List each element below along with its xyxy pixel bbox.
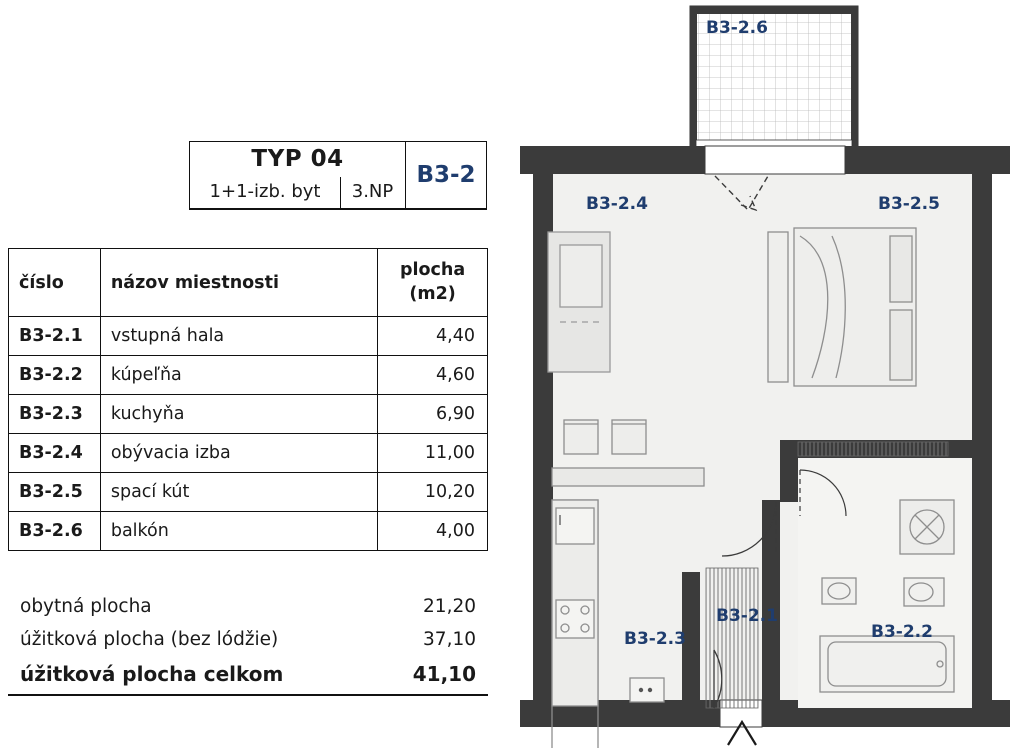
floor-plan [500, 0, 1029, 748]
room-area-table [8, 248, 488, 551]
summary-label: úžitková plocha (bez lódžie) [20, 629, 279, 650]
cell-name: balkón [100, 512, 377, 551]
summary-value: 37,10 [423, 629, 476, 650]
cell-number: B3-2.6 [9, 512, 101, 551]
summary-label: obytná plocha [20, 596, 152, 617]
table-row [9, 356, 488, 395]
cell-name: vstupná hala [100, 317, 377, 356]
plan-label-bathroom: B3-2.2 [871, 622, 933, 642]
column-header-number: číslo [9, 249, 101, 317]
type-header-box [189, 141, 487, 210]
column-header-area-line2: (m2) [409, 283, 456, 304]
column-header-name: názov miestnosti [100, 249, 377, 317]
summary-block [8, 590, 488, 696]
cell-number: B3-2.5 [9, 473, 101, 512]
plan-label-living: B3-2.4 [586, 194, 648, 214]
table-row [9, 434, 488, 473]
cell-name: obývacia izba [100, 434, 377, 473]
cell-number: B3-2.4 [9, 434, 101, 473]
cell-number: B3-2.3 [9, 395, 101, 434]
summary-label: úžitková plocha celkom [20, 662, 284, 686]
living-room-furniture [548, 232, 610, 372]
cell-area: 4,00 [378, 512, 488, 551]
type-title-cell [190, 142, 406, 208]
cell-area: 6,90 [378, 395, 488, 434]
plan-label-sleeping: B3-2.5 [878, 194, 940, 214]
table-header [9, 249, 488, 317]
cell-area: 11,00 [378, 434, 488, 473]
bathroom-fixtures [798, 442, 972, 708]
floor-plan-drawing [500, 0, 1029, 748]
summary-value: 21,20 [423, 596, 476, 617]
plan-label-balcony: B3-2.6 [706, 18, 768, 38]
cell-name: spací kút [100, 473, 377, 512]
cell-area: 4,40 [378, 317, 488, 356]
floor-label: 3.NP [351, 181, 394, 202]
info-panel [0, 0, 500, 748]
plan-label-kitchen: B3-2.3 [624, 629, 686, 649]
plan-label-hall: B3-2.1 [716, 606, 778, 626]
unit-code: B3-2 [416, 162, 476, 188]
summary-row-living-area [8, 590, 488, 623]
cell-area: 4,60 [378, 356, 488, 395]
unit-code-cell [406, 142, 486, 208]
table-header-row [9, 249, 488, 317]
rooms-label: 1+1-izb. byt [190, 177, 341, 208]
cell-area: 10,20 [378, 473, 488, 512]
table-row [9, 317, 488, 356]
column-header-area [378, 249, 488, 317]
cell-name: kúpeľňa [100, 356, 377, 395]
summary-row-usable-area [8, 623, 488, 656]
column-header-area-line1: plocha [399, 259, 466, 280]
cell-number: B3-2.1 [9, 317, 101, 356]
cell-name: kuchyňa [100, 395, 377, 434]
table-row [9, 512, 488, 551]
summary-value: 41,10 [412, 662, 476, 686]
type-header-top-row [190, 142, 486, 209]
hall-elements [706, 568, 758, 708]
cell-number: B3-2.2 [9, 356, 101, 395]
table-row [9, 473, 488, 512]
summary-row-total-area [8, 656, 488, 696]
type-title: TYP 04 [251, 146, 344, 172]
type-subtitle-row [190, 177, 405, 208]
table-row [9, 395, 488, 434]
table-body [9, 317, 488, 551]
